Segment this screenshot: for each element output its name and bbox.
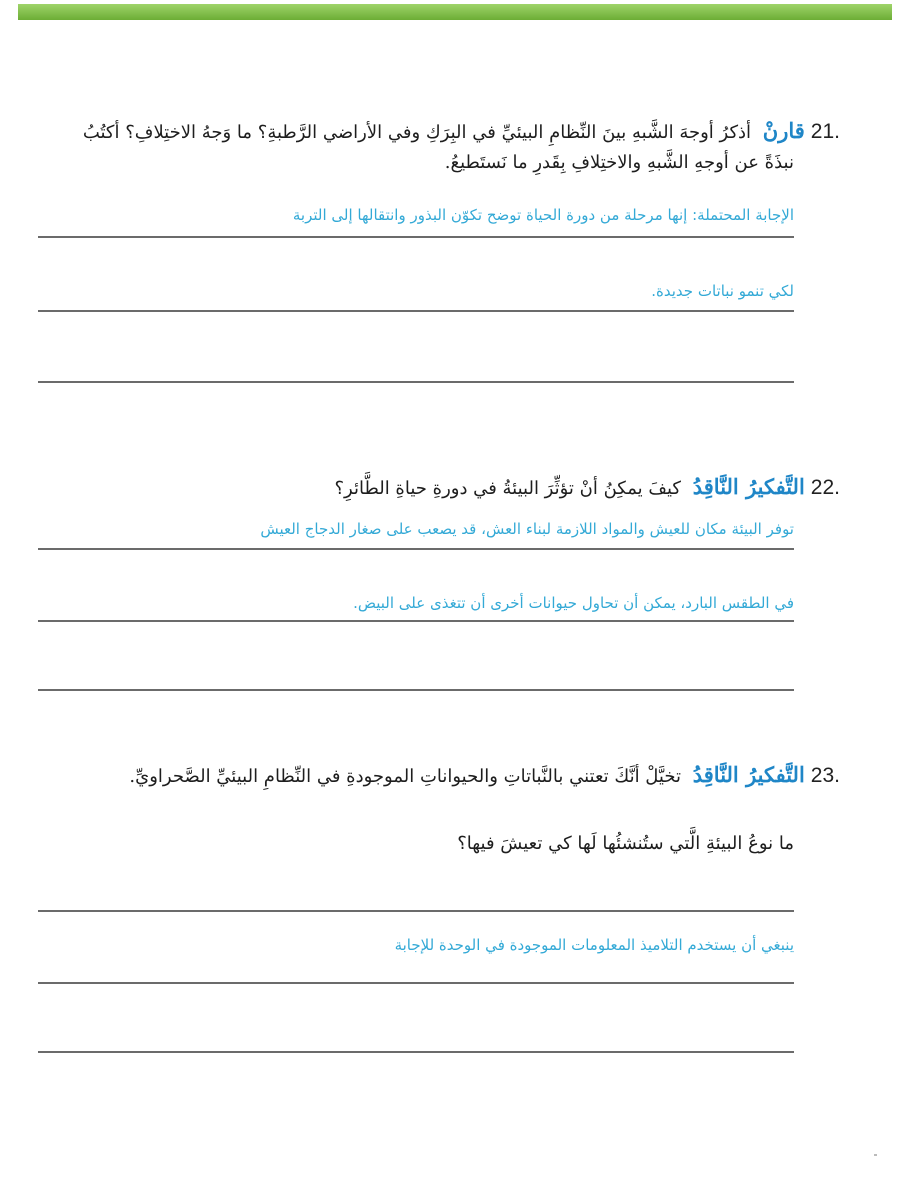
- answer-line: [38, 689, 794, 691]
- q23-line2: [457, 833, 794, 854]
- q22-number: 22.: [810, 476, 840, 499]
- q23-answer-1: ينبغي أن يستخدم التلاميذ المعلومات الموجودة في الوحدة للإجابة: [394, 936, 794, 954]
- q21-text-1: أذكرُ أوجهَ الشَّبهِ بينَ النِّظامِ البيئيِّ في البِرَكِ وفي الأراضي الرَّطبةِ؟ ما وَجهُ الاختِلافِ؟ أكتُبُ: [82, 122, 752, 143]
- q21-line2: [445, 152, 794, 173]
- q21-answer-2: لكي تنمو نباتات جديدة.: [651, 282, 794, 300]
- q21-keyword: قارنْ: [762, 118, 805, 143]
- answer-line: [38, 548, 794, 550]
- q21-text-2: نبذَةً عن أوجهِ الشَّبهِ والاختِلافِ بِقَدرِ ما نَستَطيعُ.: [444, 152, 794, 173]
- answer-line: [38, 620, 794, 622]
- q22-keyword: التَّفكيرُ النَّاقِدُ: [692, 474, 805, 499]
- q23-text-2: ما نوعُ البيئةِ الَّتي ستُنشئُها لَها كي تعيشَ فيها؟: [457, 833, 794, 854]
- q21-number: 21.: [810, 120, 840, 143]
- answer-line: [38, 236, 794, 238]
- q22-answer-2: في الطقس البارد، يمكن أن تحاول حيوانات أخرى أن تتغذى على البيض.: [353, 594, 794, 612]
- answer-line: [38, 381, 794, 383]
- q21-line1: [83, 118, 840, 144]
- top-green-bar: [18, 4, 892, 20]
- q22-text-1: كيفَ يمكِنُ أنْ تؤثِّرَ البيئةُ في دورةِ حياةِ الطَّائرِ؟: [334, 478, 681, 499]
- answer-line: [38, 982, 794, 984]
- q22-answer-1: توفر البيئة مكان للعيش والمواد اللازمة لبناء العش، قد يصعب على صغار الدجاج العيش: [260, 520, 794, 538]
- q22-line1: [334, 474, 840, 500]
- q21-answer-1: الإجابة المحتملة: إنها مرحلة من دورة الحياة توضح تكوّن البذور وانتقالها إلى التربة: [292, 206, 794, 224]
- answer-line: [38, 910, 794, 912]
- q23-number: 23.: [810, 764, 840, 787]
- q23-text-1: تخيَّلْ أنَّكَ تعتني بالنَّباتاتِ والحيواناتِ الموجودةِ في النِّظامِ البيئيِّ الصَّحراويِّ.: [129, 766, 681, 787]
- answer-line: [38, 1051, 794, 1053]
- answer-line: [38, 310, 794, 312]
- page-speck: [874, 1154, 877, 1156]
- q23-keyword: التَّفكيرُ النَّاقِدُ: [692, 762, 805, 787]
- q23-line1: [129, 762, 840, 788]
